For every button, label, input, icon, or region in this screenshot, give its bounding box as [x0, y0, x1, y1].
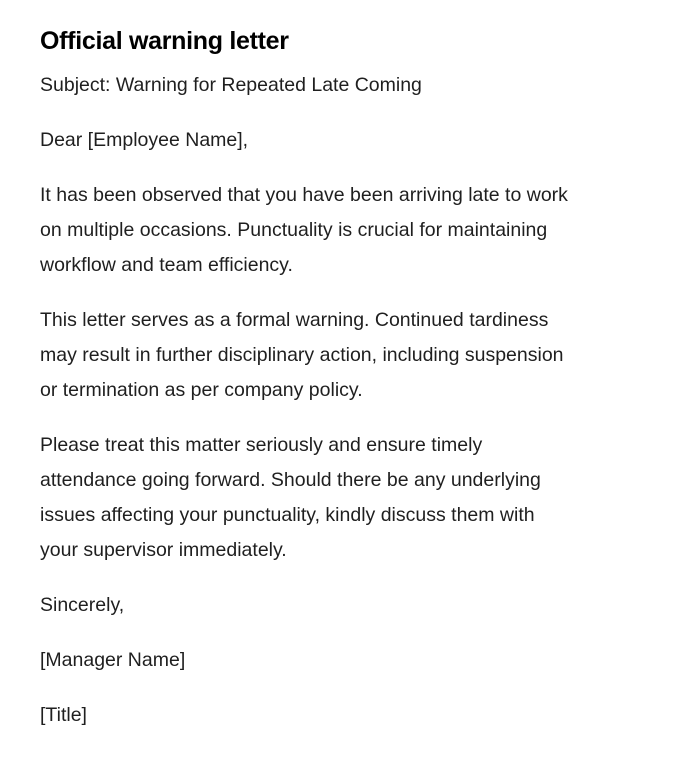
paragraph-line: or termination as per company policy.: [40, 379, 363, 401]
letter-paragraph-1: [40, 178, 640, 283]
paragraph-line: workflow and team efficiency.: [40, 254, 293, 276]
letter-subject: Subject: Warning for Repeated Late Coming: [40, 74, 422, 96]
paragraph-line: This letter serves as a formal warning. Continued tardiness: [40, 309, 549, 331]
paragraph-line: on multiple occasions. Punctuality is crucial for maintaining: [40, 219, 548, 241]
paragraph-line: your supervisor immediately.: [40, 539, 287, 561]
letter-signer-name: [Manager Name]: [40, 649, 186, 671]
paragraph-line: It has been observed that you have been arriving late to work: [40, 184, 568, 206]
letter-salutation: Dear [Employee Name],: [40, 129, 249, 151]
paragraph-line: Please treat this matter seriously and ensure timely: [40, 434, 483, 456]
letter-title: Official warning letter: [40, 27, 289, 55]
letter-signer-title: [Title]: [40, 704, 87, 726]
letter-document: [40, 22, 640, 733]
letter-paragraph-2: [40, 303, 640, 408]
letter-closing: Sincerely,: [40, 594, 125, 616]
letter-paragraph-3: [40, 428, 640, 568]
paragraph-line: may result in further disciplinary action, including suspension: [40, 344, 564, 366]
paragraph-line: attendance going forward. Should there be any underlying: [40, 469, 541, 491]
paragraph-line: issues affecting your punctuality, kindly discuss them with: [40, 504, 535, 526]
